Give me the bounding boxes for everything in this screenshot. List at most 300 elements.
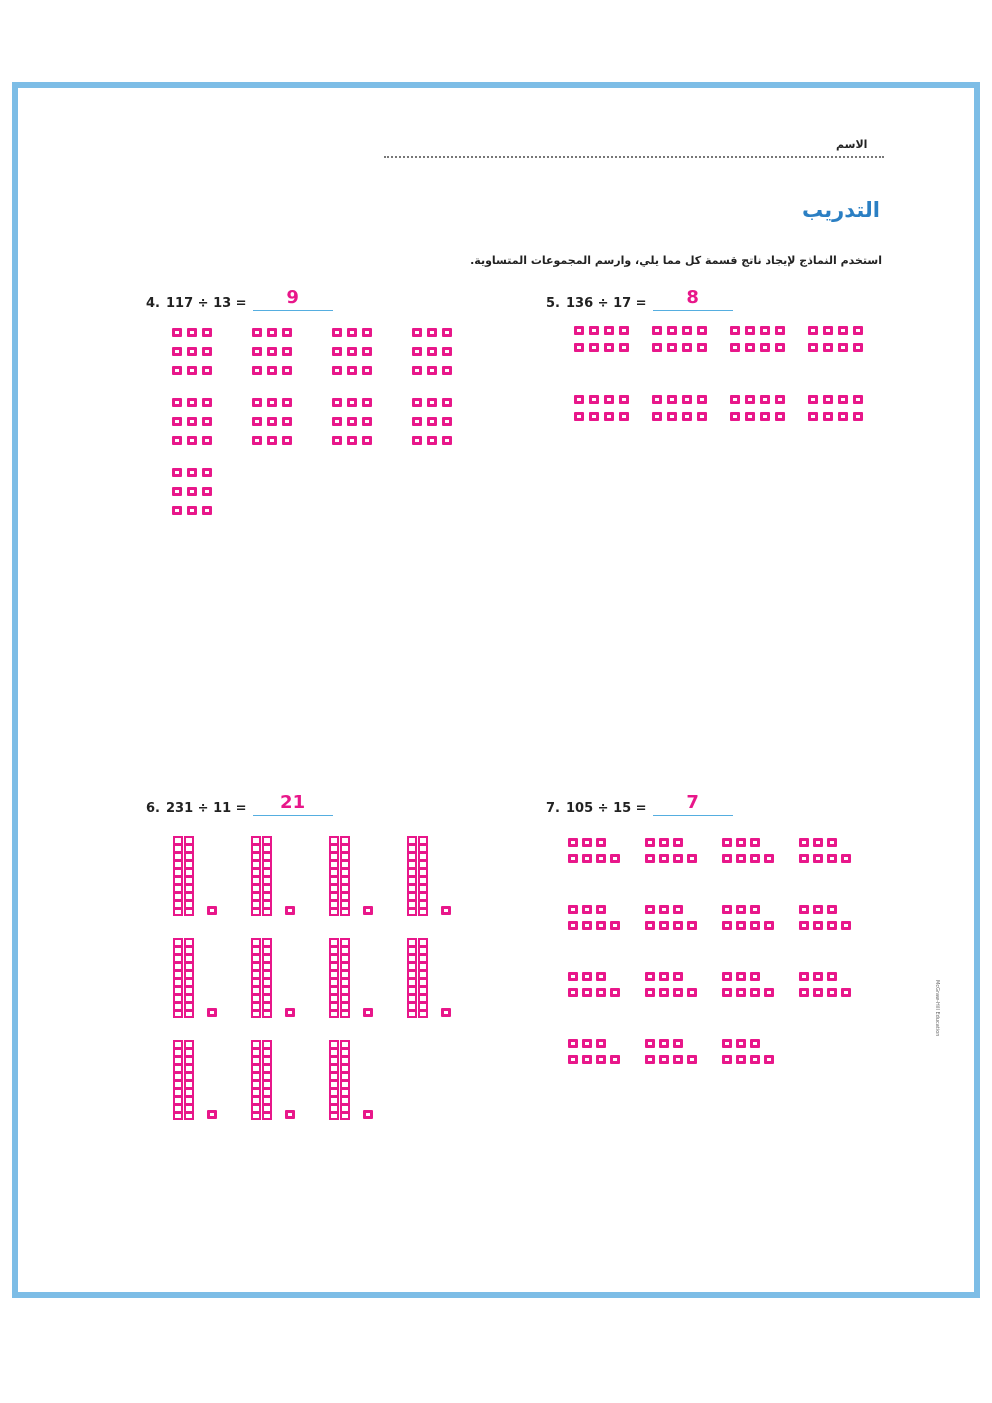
problem-expression: 136 ÷ 17 = [565, 296, 647, 311]
unit-cube [659, 854, 669, 863]
unit-cube [827, 838, 837, 847]
unit-cube [750, 838, 760, 847]
unit-cube [207, 1008, 217, 1017]
ten-rod [173, 1040, 183, 1120]
unit-cube [827, 921, 837, 930]
unit-cube [252, 366, 262, 375]
unit-cube [267, 347, 277, 356]
unit-cube [813, 921, 823, 930]
unit-cube [736, 1039, 746, 1048]
unit-cube [332, 398, 342, 407]
unit-cube [619, 412, 629, 421]
unit-cube [722, 838, 732, 847]
ten-rod [251, 938, 261, 1018]
unit-cube [673, 921, 683, 930]
unit-cube [687, 1055, 697, 1064]
problem-6 [146, 792, 333, 819]
unit-cube [673, 838, 683, 847]
unit-cube [172, 366, 182, 375]
unit-cube [332, 366, 342, 375]
unit-cube [775, 326, 785, 335]
unit-cube [202, 417, 212, 426]
answer-field[interactable] [653, 287, 733, 311]
unit-cube [760, 343, 770, 352]
unit-cube [652, 343, 662, 352]
unit-cube [730, 326, 740, 335]
answer-value: 7 [686, 792, 699, 813]
unit-cube [362, 347, 372, 356]
answer-value: 9 [286, 287, 299, 308]
unit-cube [568, 1055, 578, 1064]
unit-cube [838, 326, 848, 335]
unit-cube [596, 905, 606, 914]
unit-cube [813, 838, 823, 847]
unit-cube [282, 347, 292, 356]
unit-cube [760, 412, 770, 421]
instruction-text: استخدم النماذج لإيجاد ناتج قسمة كل مما يلي، وارسم المجموعات المتساوية. [470, 254, 882, 267]
name-label: الاسم [836, 138, 868, 151]
unit-cube [347, 398, 357, 407]
unit-cube [645, 1039, 655, 1048]
unit-cube [427, 347, 437, 356]
unit-cube [362, 328, 372, 337]
unit-cube [841, 921, 851, 930]
unit-cube [202, 398, 212, 407]
ten-rod [184, 836, 194, 916]
ten-rod [340, 1040, 350, 1120]
unit-cube [610, 1055, 620, 1064]
unit-cube [412, 398, 422, 407]
unit-cube [187, 436, 197, 445]
unit-cube [745, 395, 755, 404]
unit-cube [362, 366, 372, 375]
unit-cube [582, 1055, 592, 1064]
unit-cube [659, 972, 669, 981]
unit-cube [282, 366, 292, 375]
ten-rod [340, 836, 350, 916]
unit-cube [363, 1110, 373, 1119]
unit-cube [582, 905, 592, 914]
copyright-note: McGraw-Hill Education [934, 980, 940, 1037]
unit-cube [604, 326, 614, 335]
unit-cube [282, 417, 292, 426]
unit-cube [568, 988, 578, 997]
unit-cube [604, 412, 614, 421]
unit-cube [596, 921, 606, 930]
unit-cube [823, 326, 833, 335]
unit-cube [652, 326, 662, 335]
unit-cube [442, 398, 452, 407]
unit-cube [799, 921, 809, 930]
unit-cube [722, 921, 732, 930]
unit-cube [332, 417, 342, 426]
unit-cube [673, 1055, 683, 1064]
unit-cube [697, 326, 707, 335]
unit-cube [745, 412, 755, 421]
unit-cube [574, 343, 584, 352]
unit-cube [667, 395, 677, 404]
unit-cube [764, 854, 774, 863]
unit-cube [730, 343, 740, 352]
unit-cube [673, 854, 683, 863]
unit-cube [697, 395, 707, 404]
unit-cube [808, 326, 818, 335]
unit-cube [347, 366, 357, 375]
ten-rod [262, 1040, 272, 1120]
unit-cube [568, 972, 578, 981]
answer-field[interactable] [253, 792, 333, 816]
unit-cube [172, 487, 182, 496]
unit-cube [799, 905, 809, 914]
ten-rod [329, 1040, 339, 1120]
ten-rod [418, 938, 428, 1018]
problem-7 [546, 792, 733, 819]
unit-cube [252, 436, 262, 445]
unit-cube [760, 326, 770, 335]
problem-4 [146, 287, 333, 314]
name-field[interactable] [384, 156, 884, 158]
unit-cube [172, 417, 182, 426]
unit-cube [697, 343, 707, 352]
unit-cube [813, 988, 823, 997]
unit-cube [574, 412, 584, 421]
unit-cube [442, 366, 452, 375]
unit-cube [645, 854, 655, 863]
unit-cube [582, 854, 592, 863]
unit-cube [667, 326, 677, 335]
unit-cube [827, 905, 837, 914]
unit-cube [775, 412, 785, 421]
unit-cube [267, 366, 277, 375]
unit-cube [853, 326, 863, 335]
unit-cube [172, 436, 182, 445]
unit-cube [441, 1008, 451, 1017]
unit-cube [652, 412, 662, 421]
unit-cube [187, 328, 197, 337]
unit-cube [362, 436, 372, 445]
unit-cube [673, 1039, 683, 1048]
ten-rod [184, 1040, 194, 1120]
unit-cube [363, 1008, 373, 1017]
ten-rod [407, 938, 417, 1018]
unit-cube [252, 328, 262, 337]
ten-rod [407, 836, 417, 916]
problem-expression: 105 ÷ 15 = [565, 801, 647, 816]
unit-cube [722, 905, 732, 914]
unit-cube [596, 988, 606, 997]
unit-cube [673, 905, 683, 914]
unit-cube [568, 905, 578, 914]
unit-cube [442, 328, 452, 337]
unit-cube [574, 395, 584, 404]
unit-cube [604, 343, 614, 352]
unit-cube [412, 366, 422, 375]
unit-cube [362, 417, 372, 426]
unit-cube [645, 972, 655, 981]
unit-cube [332, 347, 342, 356]
unit-cube [838, 395, 848, 404]
unit-cube [682, 412, 692, 421]
unit-cube [745, 326, 755, 335]
unit-cube [659, 838, 669, 847]
ten-rod [173, 938, 183, 1018]
unit-cube [673, 972, 683, 981]
unit-cube [645, 988, 655, 997]
problem-number: 4. [146, 296, 160, 311]
unit-cube [442, 347, 452, 356]
unit-cube [619, 395, 629, 404]
ten-rod [173, 836, 183, 916]
unit-cube [799, 838, 809, 847]
unit-cube [736, 972, 746, 981]
unit-cube [764, 1055, 774, 1064]
unit-cube [659, 1039, 669, 1048]
answer-value: 21 [280, 792, 306, 813]
unit-cube [252, 347, 262, 356]
unit-cube [412, 436, 422, 445]
unit-cube [687, 854, 697, 863]
unit-cube [202, 347, 212, 356]
unit-cube [252, 417, 262, 426]
unit-cube [282, 436, 292, 445]
unit-cube [267, 417, 277, 426]
unit-cube [808, 412, 818, 421]
unit-cube [823, 395, 833, 404]
unit-cube [813, 905, 823, 914]
unit-cube [172, 398, 182, 407]
unit-cube [347, 436, 357, 445]
unit-cube [697, 412, 707, 421]
unit-cube [687, 921, 697, 930]
unit-cube [645, 921, 655, 930]
unit-cube [285, 1110, 295, 1119]
answer-value: 8 [686, 287, 699, 308]
unit-cube [673, 988, 683, 997]
unit-cube [202, 487, 212, 496]
unit-cube [827, 988, 837, 997]
unit-cube [659, 921, 669, 930]
ten-rod [251, 1040, 261, 1120]
unit-cube [282, 398, 292, 407]
unit-cube [682, 326, 692, 335]
unit-cube [187, 347, 197, 356]
unit-cube [841, 988, 851, 997]
unit-cube [750, 905, 760, 914]
ten-rod [329, 938, 339, 1018]
ten-rod [340, 938, 350, 1018]
unit-cube [582, 1039, 592, 1048]
unit-cube [282, 328, 292, 337]
answer-field[interactable] [253, 287, 333, 311]
unit-cube [730, 412, 740, 421]
unit-cube [427, 436, 437, 445]
unit-cube [760, 395, 770, 404]
unit-cube [823, 343, 833, 352]
unit-cube [363, 906, 373, 915]
unit-cube [207, 1110, 217, 1119]
unit-cube [187, 366, 197, 375]
unit-cube [568, 1039, 578, 1048]
unit-cube [589, 412, 599, 421]
unit-cube [285, 1008, 295, 1017]
unit-cube [187, 398, 197, 407]
unit-cube [652, 395, 662, 404]
unit-cube [332, 436, 342, 445]
unit-cube [267, 328, 277, 337]
unit-cube [412, 328, 422, 337]
unit-cube [619, 343, 629, 352]
unit-cube [582, 921, 592, 930]
unit-cube [838, 412, 848, 421]
unit-cube [172, 347, 182, 356]
unit-cube [838, 343, 848, 352]
unit-cube [853, 343, 863, 352]
unit-cube [347, 347, 357, 356]
unit-cube [568, 838, 578, 847]
unit-cube [574, 326, 584, 335]
unit-cube [750, 1055, 760, 1064]
unit-cube [736, 854, 746, 863]
unit-cube [645, 838, 655, 847]
unit-cube [750, 921, 760, 930]
unit-cube [442, 436, 452, 445]
ten-rod [329, 836, 339, 916]
unit-cube [813, 972, 823, 981]
unit-cube [722, 1039, 732, 1048]
problem-number: 7. [546, 801, 560, 816]
unit-cube [808, 395, 818, 404]
unit-cube [764, 988, 774, 997]
unit-cube [187, 487, 197, 496]
unit-cube [596, 854, 606, 863]
unit-cube [730, 395, 740, 404]
unit-cube [604, 395, 614, 404]
unit-cube [582, 988, 592, 997]
unit-cube [722, 854, 732, 863]
ten-rod [418, 836, 428, 916]
unit-cube [775, 395, 785, 404]
unit-cube [596, 1039, 606, 1048]
problem-5 [546, 287, 733, 314]
unit-cube [799, 988, 809, 997]
ten-rod [262, 938, 272, 1018]
unit-cube [427, 417, 437, 426]
unit-cube [722, 988, 732, 997]
unit-cube [745, 343, 755, 352]
unit-cube [589, 343, 599, 352]
unit-cube [568, 854, 578, 863]
unit-cube [659, 988, 669, 997]
unit-cube [827, 972, 837, 981]
unit-cube [362, 398, 372, 407]
unit-cube [659, 1055, 669, 1064]
unit-cube [853, 412, 863, 421]
unit-cube [775, 343, 785, 352]
unit-cube [667, 343, 677, 352]
unit-cube [568, 921, 578, 930]
unit-cube [610, 921, 620, 930]
unit-cube [736, 838, 746, 847]
unit-cube [187, 468, 197, 477]
unit-cube [813, 854, 823, 863]
unit-cube [427, 366, 437, 375]
ten-rod [251, 836, 261, 916]
unit-cube [252, 398, 262, 407]
unit-cube [667, 412, 677, 421]
unit-cube [736, 921, 746, 930]
unit-cube [202, 366, 212, 375]
unit-cube [427, 398, 437, 407]
problem-expression: 231 ÷ 11 = [165, 801, 247, 816]
unit-cube [202, 468, 212, 477]
unit-cube [610, 988, 620, 997]
unit-cube [172, 468, 182, 477]
unit-cube [427, 328, 437, 337]
unit-cube [596, 972, 606, 981]
unit-cube [736, 988, 746, 997]
unit-cube [750, 972, 760, 981]
unit-cube [808, 343, 818, 352]
unit-cube [187, 506, 197, 515]
unit-cube [596, 1055, 606, 1064]
unit-cube [619, 326, 629, 335]
unit-cube [347, 328, 357, 337]
unit-cube [687, 988, 697, 997]
unit-cube [799, 854, 809, 863]
page-title: التدريب [802, 198, 880, 222]
unit-cube [682, 343, 692, 352]
unit-cube [172, 506, 182, 515]
unit-cube [682, 395, 692, 404]
unit-cube [207, 906, 217, 915]
unit-cube [412, 417, 422, 426]
problem-number: 6. [146, 801, 160, 816]
unit-cube [659, 905, 669, 914]
ten-rod [184, 938, 194, 1018]
unit-cube [750, 988, 760, 997]
unit-cube [722, 972, 732, 981]
unit-cube [841, 854, 851, 863]
unit-cube [589, 395, 599, 404]
unit-cube [645, 905, 655, 914]
problem-number: 5. [546, 296, 560, 311]
unit-cube [827, 854, 837, 863]
problem-expression: 117 ÷ 13 = [165, 296, 247, 311]
unit-cube [823, 412, 833, 421]
unit-cube [441, 906, 451, 915]
unit-cube [736, 905, 746, 914]
unit-cube [172, 328, 182, 337]
answer-field[interactable] [653, 792, 733, 816]
unit-cube [853, 395, 863, 404]
unit-cube [750, 854, 760, 863]
unit-cube [582, 972, 592, 981]
unit-cube [202, 506, 212, 515]
ten-rod [262, 836, 272, 916]
unit-cube [202, 436, 212, 445]
unit-cube [442, 417, 452, 426]
unit-cube [582, 838, 592, 847]
unit-cube [267, 436, 277, 445]
unit-cube [722, 1055, 732, 1064]
unit-cube [589, 326, 599, 335]
unit-cube [285, 906, 295, 915]
unit-cube [610, 854, 620, 863]
unit-cube [347, 417, 357, 426]
unit-cube [412, 347, 422, 356]
unit-cube [645, 1055, 655, 1064]
unit-cube [750, 1039, 760, 1048]
